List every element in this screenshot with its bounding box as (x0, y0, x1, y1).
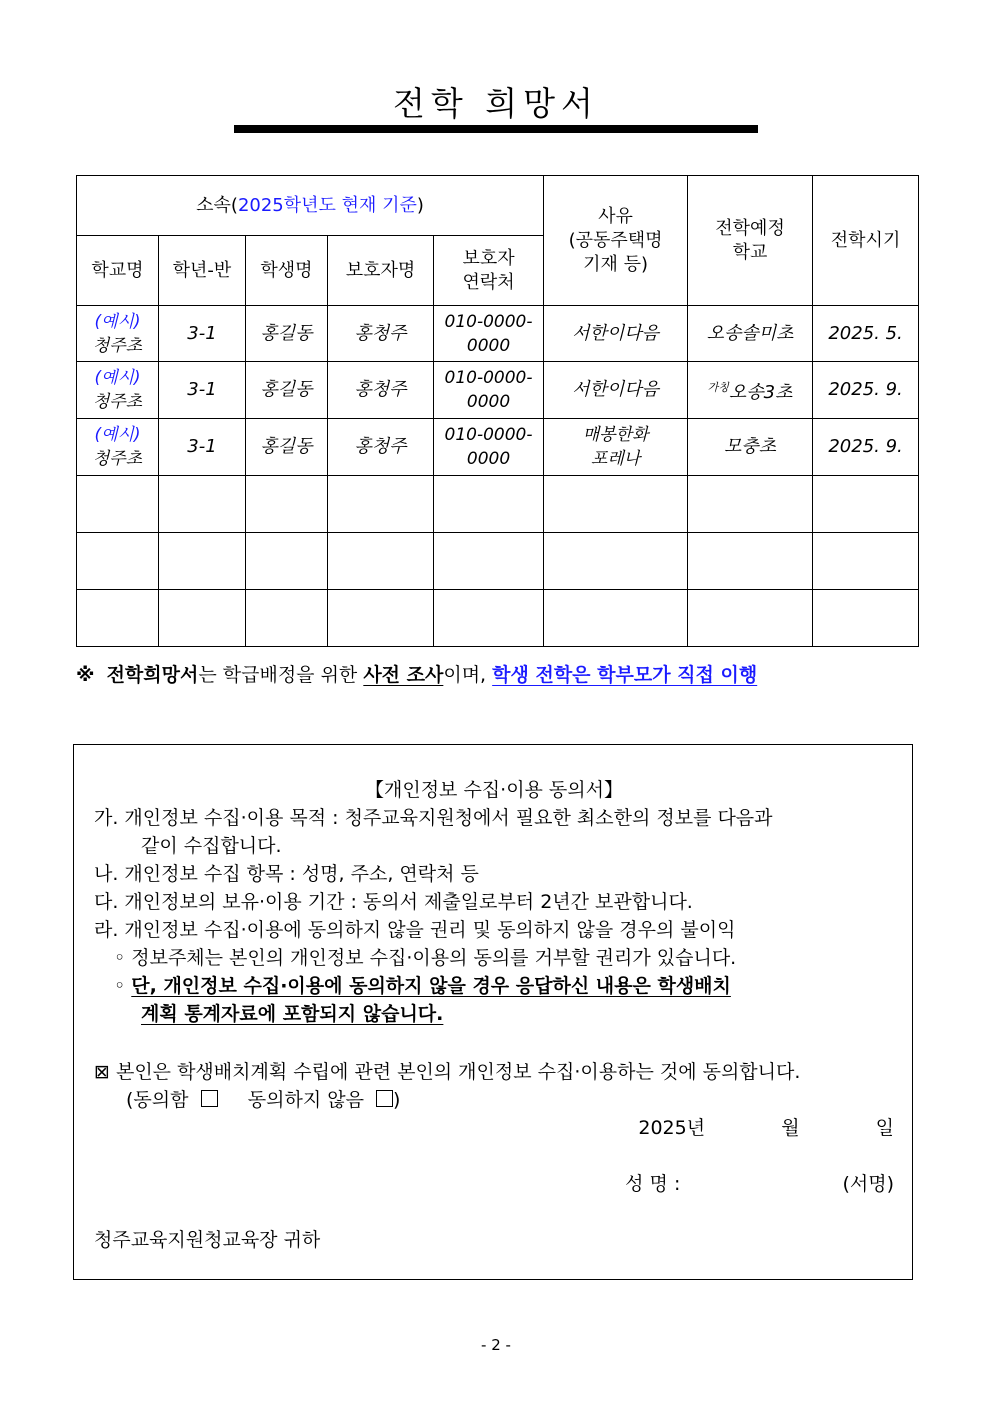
consent-title: 【개인정보 수집·이용 동의서】 (364, 779, 623, 801)
table-row-empty[interactable] (77, 590, 919, 647)
transfer-table (76, 175, 919, 647)
checked-box-icon: ⊠ (94, 1061, 110, 1083)
table-row: (예시) 청주초 3-1 홍길동 홍청주 010-0000- 0000 서한이다음 $^{가칭}$오송3초 2025. 9. (77, 362, 919, 419)
consent-purpose: 가. 개인정보 수집·이용 목적 : 청주교육지원청에서 필요한 최소한의 정보를 다음과 (94, 807, 773, 829)
title-underline (234, 125, 758, 133)
affiliation-header: 소속(2025학년도 현재 기준) (77, 176, 544, 236)
grade-class-header: 학년-반 (159, 236, 246, 306)
consent-period: 다. 개인정보의 보유·이용 기간 : 동의서 제출일로부터 2년간 보관합니다. (94, 891, 693, 913)
student-header: 학생명 (246, 236, 328, 306)
school-header: 학교명 (77, 236, 159, 306)
guardian-header: 보호자명 (328, 236, 434, 306)
addressee: 청주교육지원청교육장 귀하 (94, 1229, 321, 1251)
agree-checkbox[interactable] (201, 1090, 218, 1107)
consent-signature[interactable]: 성 명 : (서명) (625, 1173, 894, 1195)
disagree-checkbox[interactable] (376, 1090, 393, 1107)
notice-line: ※ 전학희망서는 학급배정을 위한 사전 조사이며, 학생 전학은 학부모가 직접 이행 (76, 664, 758, 686)
timing-header: 전학시기 (813, 176, 919, 306)
table-row: (예시) 청주초 3-1 홍길동 홍청주 010-0000- 0000 매봉한화 포레나 모충초 2025. 9. (77, 419, 919, 476)
table-row: (예시) 청주초 3-1 홍길동 홍청주 010-0000- 0000 서한이다음 오송솔미초 2025. 5. (77, 306, 919, 362)
consent-date: 2025년 월 일 (638, 1117, 894, 1139)
consent-items: 나. 개인정보 수집 항목 : 성명, 주소, 연락처 등 (94, 863, 479, 885)
table-row-empty[interactable] (77, 533, 919, 590)
target-school-header: 전학예정 학교 (688, 176, 813, 306)
table-row-empty[interactable] (77, 476, 919, 533)
consent-statement: ⊠ 본인은 학생배치계획 수립에 관련 본인의 개인정보 수집·이용하는 것에 동의합니다. (94, 1061, 801, 1083)
consent-rights: 라. 개인정보 수집·이용에 동의하지 않을 권리 및 동의하지 않을 경우의 불이익 (94, 919, 736, 941)
contact-header: 보호자 연락처 (434, 236, 544, 306)
consent-options: (동의함 동의하지 않음 ) (126, 1089, 401, 1111)
privacy-consent-box: 【개인정보 수집·이용 동의서】 가. 개인정보 수집·이용 목적 : 청주교육지원청에서 필요한 최소한의 정보를 다음과 같이 수집합니다. 나. 개인정보 수집 항목 : 성명, 주소, 연락처 등 다. 개인정보의 보유·이용 기간 : 동의서 제출일로부터 2년간 보관합니다. 라. 개인정보 수집·이용에 동의하지 않을 권리 및 동의하지 않을 경우의 불이익 ◦ 정보주체는 본인의 개인정보 수집·이용의 동의를 거부할 권리가 있습니다. ◦ 단, 개인정보 수집·이용에 동의하지 않을 경우 응답하신 내용은 학생배치 계획 통계자료에 포함되지 않습니다. ⊠ 본인은 학생배치계획 수립에 관련 본인의 개인정보 수집·이용하는 것에 동의합니다. (동의함 동의하지 않음 ) 2025년 월 일 성 명 : (서명) 청주교육지원청교육장 귀하 (73, 744, 913, 1280)
page-title: 전학 희망서 (393, 84, 599, 123)
reference-year-note: 2025학년도 현재 기준 (237, 194, 417, 216)
page-number: - 2 - (481, 1336, 511, 1354)
reason-header: 사유 (공동주택명 기재 등) (544, 176, 688, 306)
